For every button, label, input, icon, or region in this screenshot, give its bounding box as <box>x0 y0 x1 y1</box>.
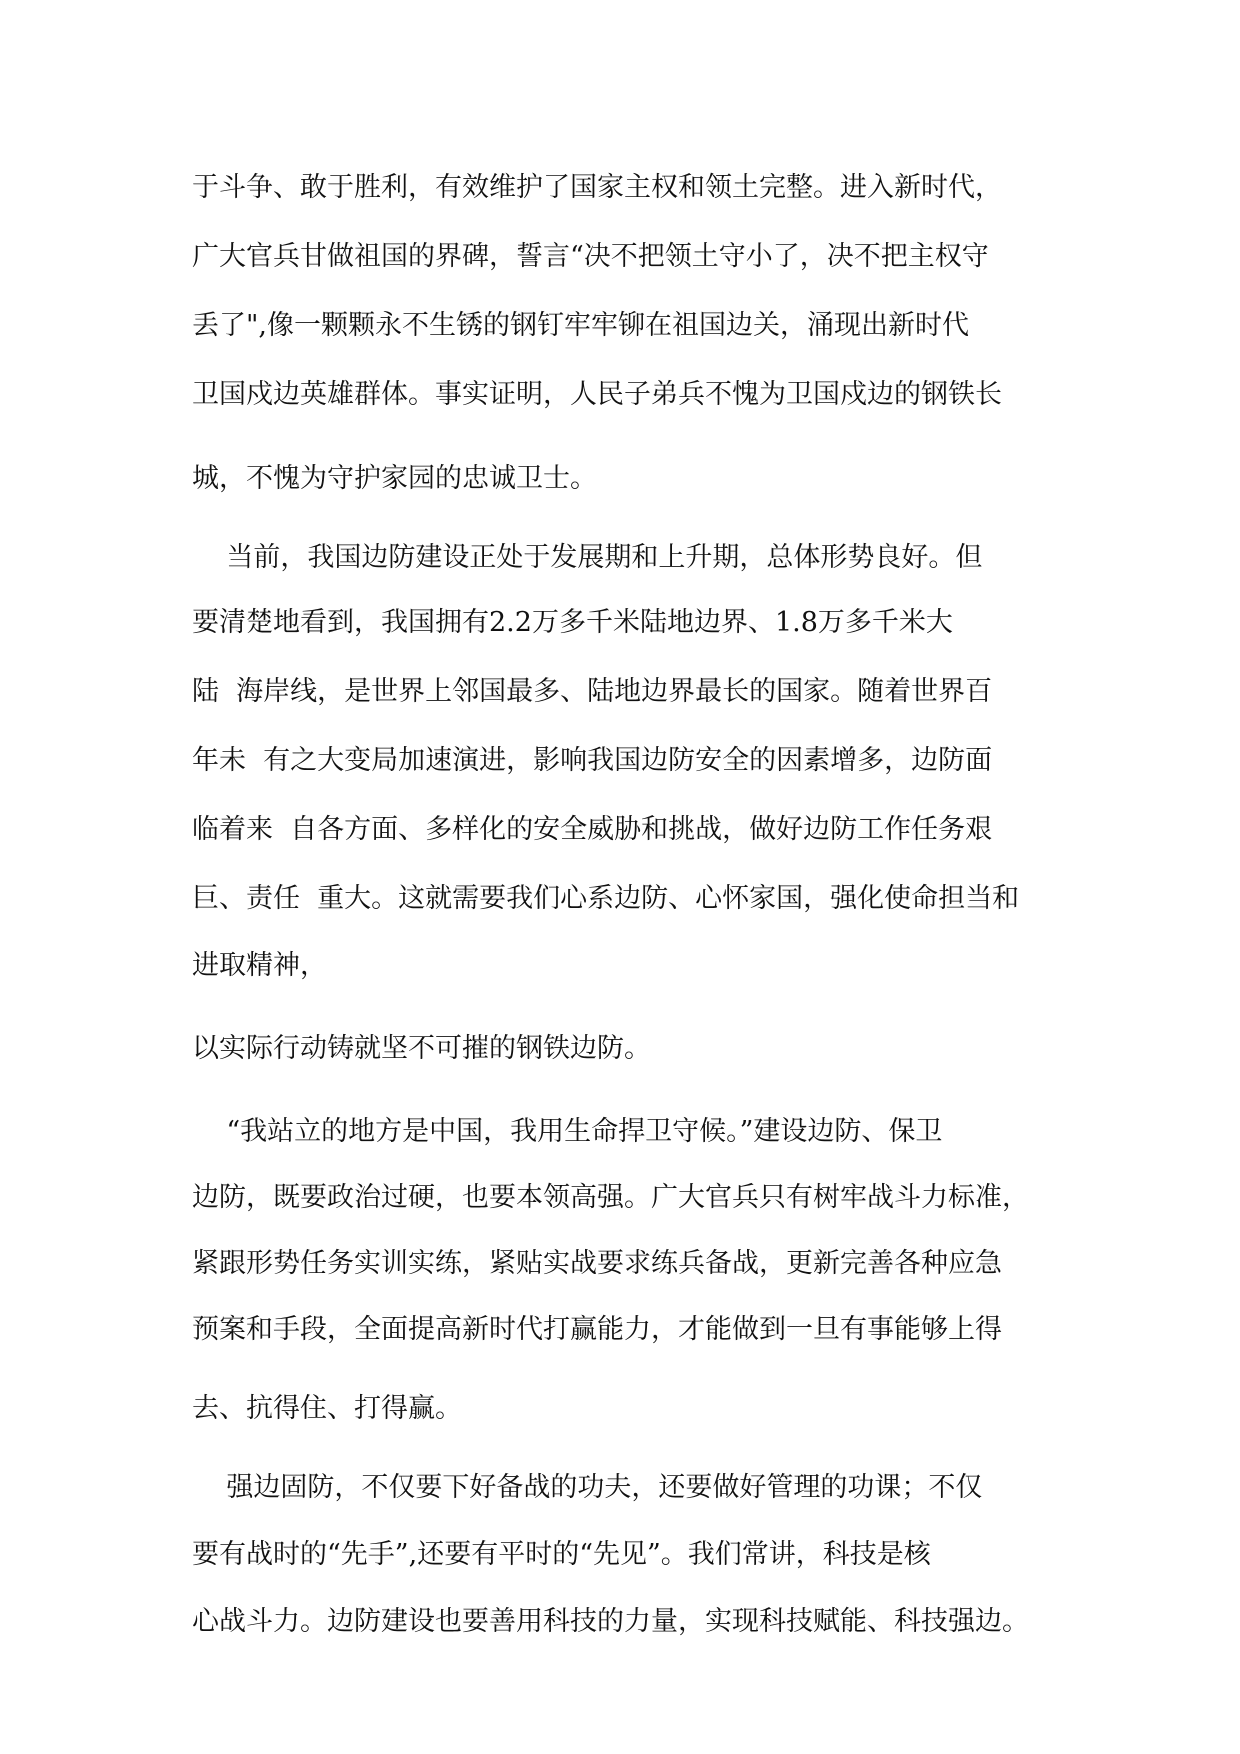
text-line: 强边固防，不仅要下好备战的功夫，还要做好管理的功课；不仅 <box>192 1472 983 1503</box>
text-line: 年未 有之大变局加速演进，影响我国边防安全的因素增多，边防面 <box>192 745 993 776</box>
text-line: 巨、责任 重大。这就需要我们心系边防、心怀家国，强化使命担当和 <box>192 883 1020 914</box>
text-line: 边防，既要政治过硬，也要本领高强。广大官兵只有树牢战斗力标准， <box>192 1182 1029 1213</box>
text-line: 紧跟形势任务实训实练，紧贴实战要求练兵备战，更新完善各种应急 <box>192 1248 1002 1279</box>
text-line: 以实际行动铸就坚不可摧的钢铁边防。 <box>192 1033 651 1064</box>
text-line: 广大官兵甘做祖国的界碑，誓言“决不把领土守小了，决不把主权守 <box>192 241 989 272</box>
text-line: 卫国戍边英雄群体。事实证明，人民子弟兵不愧为卫国戍边的钢铁长 <box>192 379 1002 410</box>
text-line: 临着来 自各方面、多样化的安全威胁和挑战，做好边防工作任务艰 <box>192 814 993 845</box>
text-line: 心战斗力。边防建设也要善用科技的力量，实现科技赋能、科技强边。 <box>192 1606 1029 1637</box>
text-line: 陆 海岸线，是世界上邻国最多、陆地边界最长的国家。随着世界百 <box>192 676 993 707</box>
text-line: 去、抗得住、打得赢。 <box>192 1393 462 1424</box>
text-line: “我站立的地方是中国，我用生命捍卫守候。”建设边防、保卫 <box>192 1116 943 1147</box>
text-line: 当前，我国边防建设正处于发展期和上升期，总体形势良好。但 <box>192 542 983 573</box>
text-line: 预案和手段，全面提高新时代打赢能力，才能做到一旦有事能够上得 <box>192 1314 1002 1345</box>
text-line: 于斗争、敢于胜利，有效维护了国家主权和领土完整。进入新时代， <box>192 172 1002 203</box>
text-line: 进取精神， <box>192 950 327 981</box>
text-line: 要清楚地看到，我国拥有2.2万多千米陆地边界、1.8万多千米大 <box>192 607 953 638</box>
text-line: 城，不愧为守护家园的忠诚卫士。 <box>192 463 597 494</box>
text-line: 丢了",像一颗颗永不生锈的钢钉牢牢铆在祖国边关，涌现出新时代 <box>192 310 970 341</box>
text-line: 要有战时的“先手”,还要有平时的“先见”。我们常讲，科技是核 <box>192 1539 931 1570</box>
